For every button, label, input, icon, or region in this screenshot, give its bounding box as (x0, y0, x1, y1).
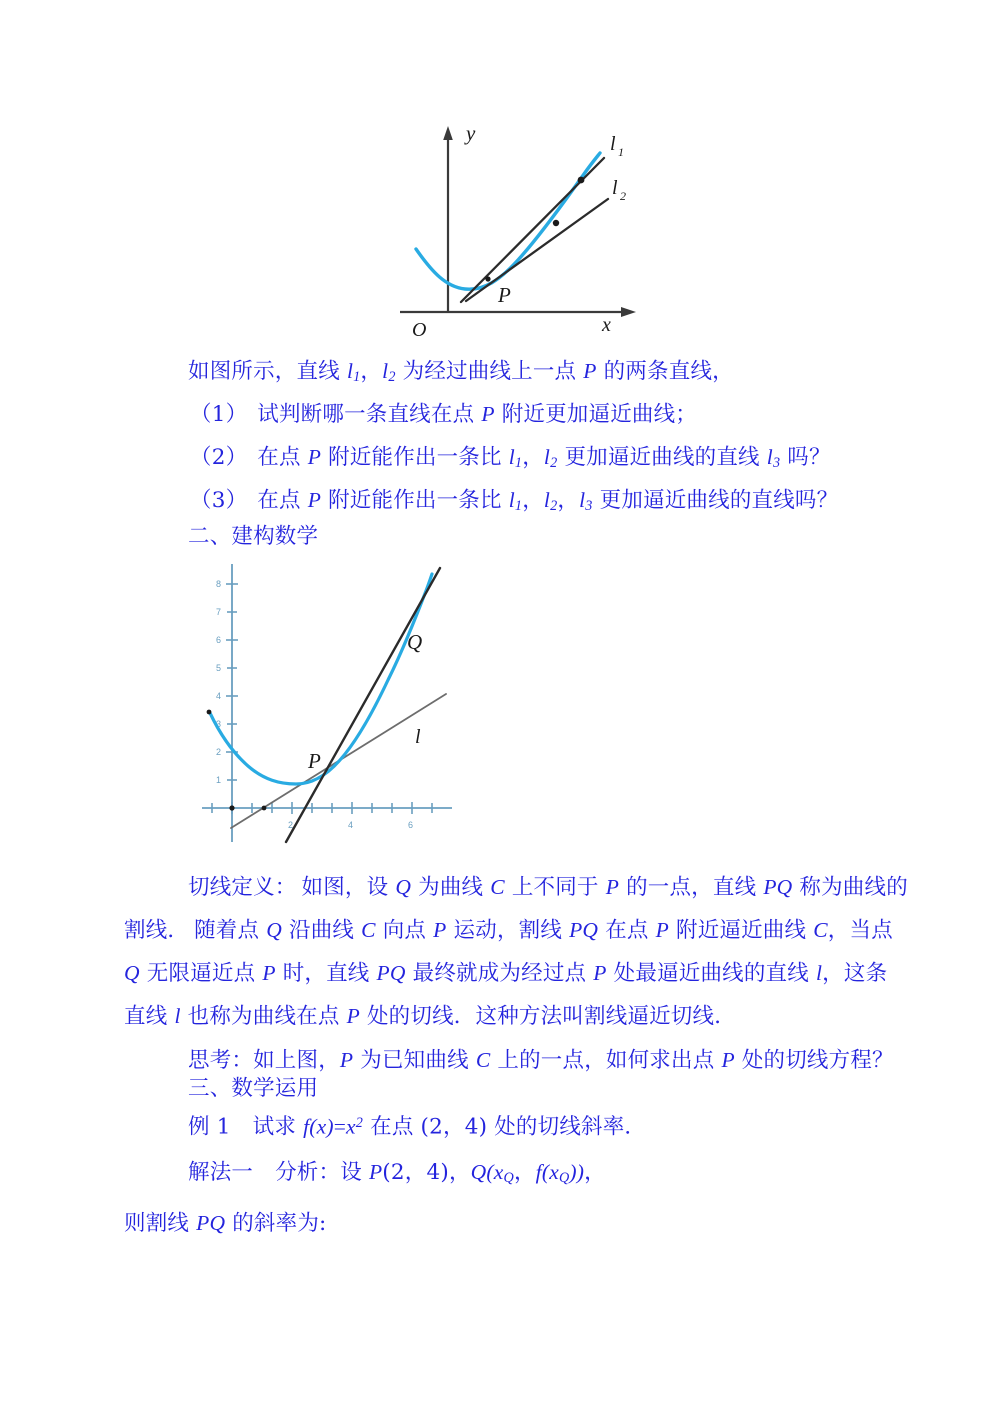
def3-Q: Q (124, 961, 140, 985)
fig1-label-l2-subscript: 2 (620, 189, 626, 203)
def2-P: P (433, 918, 447, 942)
slope-b: 的斜率为: (225, 1211, 327, 1236)
q3-number: （3） (190, 488, 248, 513)
def2-e: 运动，割线 (446, 918, 570, 943)
definition-line-2 (124, 920, 893, 942)
question-3 (190, 490, 838, 513)
def2-P2: P (655, 918, 669, 942)
fig1-x-label: x (602, 314, 611, 336)
intro-l2: l (382, 359, 389, 383)
q2-text-c: ， (522, 445, 544, 470)
fig2-xtick-2: 2 (288, 820, 294, 830)
q3-text-d: ， (557, 488, 580, 513)
def4-b: 也称为曲线在点 (180, 1004, 347, 1029)
intro-P: P (583, 359, 597, 383)
solution1-a: 分析：设 (275, 1160, 369, 1185)
intro-post: 为经过曲线上一点 (395, 359, 584, 384)
figure-2-secant-to-tangent (196, 556, 464, 856)
solution1-x2: x (549, 1160, 559, 1184)
q2-number: （2） (190, 445, 248, 470)
example1-x: x (346, 1114, 356, 1139)
fig1-line-l2 (466, 199, 608, 301)
think-d: 处的切线方程？ (734, 1048, 894, 1073)
fig2-ytick-4: 4 (216, 691, 222, 701)
solution1-P: P (368, 1160, 383, 1184)
q3-text-e: 更加逼近曲线的直线吗？ (592, 488, 839, 513)
def1-PQ: PQ (763, 875, 793, 899)
def2-g: 附近逼近曲线 (668, 918, 814, 943)
def4-a: 直线 (124, 1004, 175, 1029)
q3-l3: l (579, 488, 586, 512)
intro-l2-sub: 2 (388, 369, 396, 386)
intro-pre: 如图所示，直线 (188, 359, 347, 384)
q1-text-b: 附近更加逼近曲线； (494, 402, 698, 427)
fig2-origin-dot (229, 805, 234, 810)
def1-P: P (605, 875, 620, 899)
fig1-curve (416, 153, 600, 289)
question-2 (190, 447, 831, 470)
q1-P: P (481, 402, 495, 426)
fig1-x-axis-arrow (621, 307, 636, 317)
solution1-P-coord: (2，4) (382, 1160, 449, 1185)
fig2-ytick-8: 8 (216, 579, 222, 589)
def2-b: 随着点 (194, 918, 267, 943)
q2-l2-sub: 2 (550, 455, 558, 472)
q2-text-d: 更加逼近曲线的直线 (557, 445, 767, 470)
intro-mid: ， (360, 359, 383, 384)
intro-l1: l (346, 359, 354, 383)
def3-PQ: PQ (376, 961, 406, 985)
q2-l1-sub: 1 (514, 455, 523, 472)
slope-a: 则割线 (124, 1211, 197, 1236)
solution1-f: f (535, 1160, 542, 1184)
q2-text-b: 附近能作出一条比 (321, 445, 509, 470)
fig2-curve (210, 574, 432, 784)
q1-text-a: 试判断哪一条直线在点 (257, 402, 482, 427)
fig1-label-l2: l (612, 177, 618, 199)
def2-C: C (361, 918, 376, 942)
fig1-label-l1-subscript: 1 (618, 145, 624, 159)
solution1-Q: Q (470, 1160, 487, 1184)
def3-l: l (815, 961, 823, 985)
think-a: 思考：如上图， (188, 1048, 340, 1073)
q2-P: P (307, 445, 322, 469)
def3-P: P (262, 961, 276, 985)
def2-PQ: PQ (569, 918, 599, 942)
fig1-point-mid (553, 220, 559, 226)
def1-e: 的一点，直线 (619, 875, 764, 900)
think-C: C (475, 1048, 491, 1072)
def3-d: 处最逼近曲线的直线 (606, 961, 816, 986)
q3-P: P (307, 488, 322, 512)
fig2-point-P-label: P (308, 749, 321, 773)
q3-text-b: 附近能作出一条比 (321, 488, 509, 513)
slope-PQ: PQ (196, 1211, 226, 1235)
def1-c: 为曲线 (411, 875, 491, 900)
q3-l1: l (508, 488, 515, 512)
section-heading-3: 三、数学运用 (188, 1076, 319, 1100)
figure-1-tangent-approximation (388, 112, 658, 344)
fig2-point-Q-label: Q (407, 630, 423, 654)
def1-d: 上不同于 (504, 875, 606, 900)
q3-text-c: ， (522, 488, 544, 513)
fig2-ytick-6: 6 (216, 635, 222, 645)
example1-b: 在点 (2，4) 处的切线斜率． (363, 1114, 647, 1140)
example1-f: f (303, 1114, 310, 1139)
example-1-line (188, 1116, 646, 1138)
def3-c: 最终就成为经过点 (405, 961, 594, 986)
fig2-xtick-6: 6 (408, 820, 414, 830)
fig2-ytick-1: 1 (216, 775, 222, 785)
def3-e: ，这条 (822, 961, 888, 986)
example1-a: 试求 (252, 1114, 304, 1140)
fig2-line-l-label: l (415, 726, 421, 748)
solution1-comma: ， (448, 1160, 471, 1185)
q2-l3-sub: 3 (772, 455, 781, 472)
fig1-y-axis-arrow (443, 126, 453, 140)
fig1-origin-label: O (412, 319, 427, 341)
fig2-ytick-5: 5 (216, 663, 222, 673)
question-1 (190, 404, 697, 426)
definition-line-3 (124, 963, 887, 985)
intro-l1-sub: 1 (353, 369, 361, 386)
fig2-axis-dot (262, 806, 267, 811)
solution1-paren-open: ( (486, 1160, 494, 1184)
example1-fx: (x) (309, 1114, 334, 1139)
def1-C: C (490, 875, 505, 899)
def2-c: 沿曲线 (281, 918, 362, 943)
example1-equals: = (333, 1114, 347, 1139)
fig2-ytick-7: 7 (216, 607, 222, 617)
fig1-label-l1: l (610, 133, 616, 155)
solution1-x2-sub: Q (558, 1170, 570, 1187)
definition-line-1 (188, 877, 908, 899)
think-P2: P (721, 1048, 735, 1072)
q2-text-e: 吗？ (780, 445, 831, 470)
section-heading-2: 二、建构数学 (188, 524, 319, 548)
example1-exponent: 2 (355, 1115, 364, 1131)
def2-f: 在点 (598, 918, 656, 943)
q2-l1: l (508, 445, 515, 469)
def3-a: 无限逼近点 (139, 961, 263, 986)
solution1-q-comma: ， (513, 1160, 536, 1185)
def4-c: 处的切线．这种方法叫割线逼近切线． (359, 1004, 736, 1029)
fig1-y-label: y (466, 121, 476, 145)
definition-line-4 (124, 1006, 736, 1028)
def2-a: 割线． (124, 918, 190, 943)
slope-line (124, 1213, 326, 1235)
def1-b: 如图，设 (301, 875, 396, 900)
fig2-ytick-3: 3 (216, 719, 222, 729)
solution1-paren-open-2: ( (541, 1160, 550, 1184)
q2-l3: l (766, 445, 773, 469)
intro-tail: 的两条直线， (596, 359, 734, 384)
solution1-tail: ， (584, 1160, 606, 1185)
fig1-point-P-label: P (498, 283, 511, 307)
example1-label: 例 1 (188, 1114, 231, 1140)
def1-Q: Q (395, 875, 412, 899)
think-P: P (339, 1048, 354, 1072)
fig2-ytick-2: 2 (216, 747, 222, 757)
def2-C2: C (813, 918, 828, 942)
solution1-x1: x (493, 1160, 504, 1184)
fig2-xtick-4: 4 (348, 820, 354, 830)
def4-P: P (346, 1004, 360, 1028)
solution1-paren-close: )) (569, 1160, 585, 1184)
q3-l2-sub: 2 (550, 498, 558, 515)
def4-l: l (174, 1004, 181, 1028)
q1-number: （1） (190, 402, 248, 427)
def2-Q: Q (266, 918, 282, 942)
def1-f: 称为曲线的 (792, 875, 908, 900)
q3-l2: l (543, 488, 551, 512)
def2-h: ，当点 (827, 918, 893, 943)
q2-l2: l (543, 445, 551, 469)
q2-text-a: 在点 (257, 445, 308, 470)
solution-1-line (188, 1162, 606, 1185)
fig2-secant-PQ (286, 568, 440, 842)
fig1-point-P (485, 276, 490, 281)
q3-l1-sub: 1 (514, 498, 523, 515)
intro-paragraph (188, 361, 734, 384)
fig2-curve-start-dot (207, 710, 212, 715)
think-paragraph (188, 1050, 894, 1072)
solution1-x1-sub: Q (503, 1170, 514, 1187)
def3-b: 时，直线 (275, 961, 377, 986)
think-b: 为已知曲线 (353, 1048, 476, 1073)
think-c: 上的一点，如何求出点 (490, 1048, 722, 1073)
q3-text-a: 在点 (257, 488, 308, 513)
fig1-point-upper (578, 177, 585, 184)
def1-a: 切线定义： (188, 875, 297, 900)
def2-d: 向点 (375, 918, 434, 943)
solution1-label: 解法一 (188, 1160, 254, 1185)
def3-P2: P (593, 961, 607, 985)
q3-l3-sub: 3 (585, 498, 593, 515)
